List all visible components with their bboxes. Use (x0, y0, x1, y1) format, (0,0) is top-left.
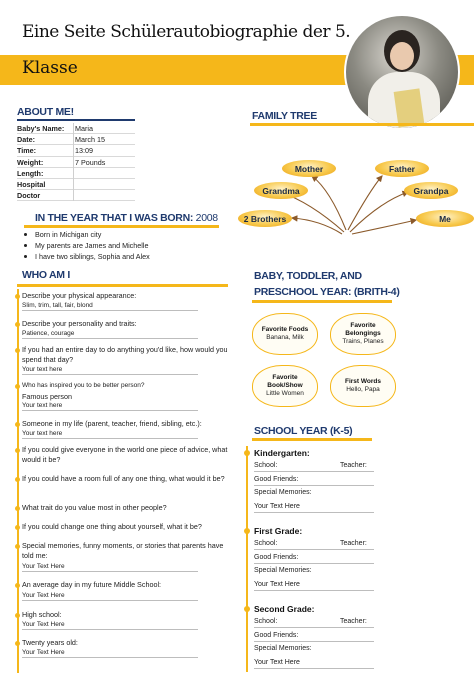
grade-school-label: School: (254, 618, 278, 625)
family-heading: FAMILY TREE (252, 110, 317, 122)
timeline-dot-icon (244, 450, 250, 456)
timeline-dot-icon (15, 525, 20, 530)
timeline-dot-icon (15, 384, 20, 389)
cloud-value: Banana, Milk (266, 334, 304, 342)
question-item (22, 522, 228, 532)
grade-teacher-label: Teacher: (340, 618, 367, 625)
question-text: If you could give everyone in the world one piece of advice, what would it be? (22, 445, 228, 464)
question-text: What trait do you value most in other people? (22, 503, 167, 512)
cloud-title: Favorite Book/Show (267, 374, 303, 389)
about-underline (17, 119, 135, 121)
toddler-heading-2: PRESCHOOL YEAR: (BRITH-4) (254, 286, 400, 298)
grade-friends-label: Good Friends: (254, 632, 299, 639)
family-underline (250, 123, 474, 126)
cloud-favorite-belongings (330, 313, 396, 355)
profile-photo (344, 14, 460, 130)
cloud-title: Favorite Foods (261, 325, 309, 333)
about-row (17, 190, 135, 201)
timeline-dot-icon (15, 641, 20, 646)
timeline-dot-icon (15, 613, 20, 618)
born-item-text: My parents are James and Michelle (35, 241, 149, 250)
grade-text: Your Text Here (254, 581, 300, 588)
divider (254, 471, 374, 472)
about-row (17, 179, 135, 190)
about-label: Hospital (17, 180, 46, 190)
timeline-dot-icon (15, 348, 20, 353)
about-row (17, 157, 135, 168)
tree-node-father: Father (375, 160, 429, 177)
cloud-value: Trains, Planes (342, 338, 384, 345)
who-underline (17, 284, 228, 287)
about-label: Doctor (17, 191, 41, 201)
cloud-favorite-foods (252, 313, 318, 355)
list-item (24, 251, 150, 262)
list-item (24, 240, 150, 251)
question-text: If you could change one thing about yourself, what it be? (22, 522, 202, 531)
question-text: Describe your physical appearance: (22, 291, 137, 300)
tree-branch (292, 218, 342, 234)
grade-school-label: School: (254, 540, 278, 547)
born-year: 2008 (195, 212, 218, 224)
divider (254, 627, 374, 628)
school-heading: SCHOOL YEAR (K-5) (254, 425, 353, 437)
timeline-dot-icon (15, 294, 20, 299)
tree-node-brothers: 2 Brothers (238, 210, 292, 227)
question-item (22, 381, 228, 411)
tree-branch (352, 220, 416, 234)
timeline-dot-icon (15, 506, 20, 511)
toddler-heading-1: BABY, TODDLER, AND (254, 270, 362, 282)
born-heading (35, 212, 218, 224)
timeline-dot-icon (15, 422, 20, 427)
timeline-dot-icon (15, 477, 20, 482)
page-title-line2: Klasse (22, 58, 78, 78)
about-value: March 15 (75, 135, 105, 145)
about-label: Length: (17, 168, 44, 178)
about-value: Maria (75, 124, 93, 134)
about-label: Time: (17, 146, 37, 156)
grade-school-label: School: (254, 462, 278, 469)
tree-node-mother: Mother (282, 160, 336, 177)
grade-title: Kindergarten: (254, 448, 310, 458)
about-heading: ABOUT ME! (17, 106, 74, 118)
grade-memories-label: Special Memories: (254, 567, 312, 574)
tree-node-me: Me (416, 210, 474, 227)
question-text: If you could have a room full of any one thing, what would it be? (22, 474, 225, 483)
page-title: Eine Seite Schülerautobiographie der 5. (22, 22, 351, 42)
question-item (22, 319, 228, 339)
cloud-title: Favorite Belongings (345, 322, 381, 337)
divider (254, 563, 374, 564)
born-underline (24, 225, 219, 228)
question-text: Twenty years old: (22, 638, 78, 647)
grade-friends-label: Good Friends: (254, 476, 299, 483)
question-item (22, 503, 228, 513)
grade-text: Your Text Here (254, 659, 300, 666)
grade-title: Second Grade: (254, 604, 315, 614)
question-item (22, 610, 228, 630)
question-text: High school: (22, 610, 62, 619)
about-label: Weight: (17, 157, 44, 167)
timeline-dot-icon (15, 544, 20, 549)
tree-node-grandpa: Grandpa (404, 182, 458, 199)
timeline-dot-icon (15, 448, 20, 453)
born-item-text: I have two siblings, Sophia and Alex (35, 252, 150, 261)
question-item (22, 580, 228, 601)
timeline-dot-icon (244, 528, 250, 534)
answer-text: Your Text Here (22, 649, 198, 658)
cloud-first-words (330, 365, 396, 407)
question-text: If you had an entire day to do anything you'd like, how would you spend that day? (22, 345, 228, 364)
grade-memories-label: Special Memories: (254, 489, 312, 496)
divider (254, 641, 374, 642)
about-label: Baby's Name: (17, 124, 65, 134)
toddler-underline (252, 300, 392, 303)
divider (254, 668, 374, 669)
about-value: 13:09 (75, 146, 93, 156)
question-item (22, 445, 228, 465)
answer-text: Your Text Here (22, 592, 198, 601)
tree-branch (348, 176, 382, 230)
who-heading: WHO AM I (22, 269, 70, 281)
question-item (22, 345, 228, 375)
question-text: Special memories, funny moments, or stories that parents have told me: (22, 541, 224, 560)
born-list (24, 229, 150, 262)
divider (254, 590, 374, 591)
about-value: 7 Pounds (75, 157, 106, 167)
question-item (22, 638, 228, 658)
answer-text: Slim, trim, tall, fair, blond (22, 302, 198, 311)
bullet-icon (24, 255, 27, 258)
question-text: Someone in my life (parent, teacher, friend, sibling, etc.): (22, 419, 202, 428)
timeline-dot-icon (15, 322, 20, 327)
timeline-dot-icon (15, 583, 20, 588)
bullet-icon (24, 233, 27, 236)
about-row (17, 145, 135, 156)
answer-text-2: Your text here (22, 402, 198, 411)
about-row (17, 134, 135, 145)
question-text: Who has inspired you to be better person? (22, 382, 145, 389)
about-row (17, 168, 135, 179)
answer-text: Patience, courage (22, 330, 198, 339)
tree-branch (312, 176, 346, 230)
question-item (22, 541, 228, 572)
grade-teacher-label: Teacher: (340, 540, 367, 547)
answer-text: Famous person (22, 392, 72, 401)
cloud-value: Little Women (266, 390, 304, 397)
question-text: An average day in my future Middle School: (22, 580, 162, 589)
born-heading-label: IN THE YEAR THAT I WAS BORN: (35, 212, 194, 224)
divider (254, 485, 374, 486)
grade-teacher-label: Teacher: (340, 462, 367, 469)
answer-text: Your Text Here (22, 621, 198, 630)
grade-text: Your Text Here (254, 503, 300, 510)
school-timeline (246, 446, 248, 672)
question-item (22, 474, 228, 484)
cloud-title: First Words (345, 377, 381, 385)
bullet-icon (24, 244, 27, 247)
grade-title: First Grade: (254, 526, 303, 536)
answer-text: Your text here (22, 366, 198, 375)
answer-text: Your text here (22, 430, 198, 439)
list-item (24, 229, 150, 240)
question-item (22, 419, 228, 439)
divider (254, 549, 374, 550)
divider (254, 512, 374, 513)
answer-text: Your Text Here (22, 563, 198, 572)
about-row (17, 123, 135, 134)
cloud-favorite-book (252, 365, 318, 407)
grade-friends-label: Good Friends: (254, 554, 299, 561)
born-item-text: Born in Michigan city (35, 230, 102, 239)
timeline-dot-icon (244, 606, 250, 612)
about-label: Date: (17, 135, 35, 145)
grade-memories-label: Special Memories: (254, 645, 312, 652)
question-item (22, 291, 228, 311)
about-table (17, 123, 135, 201)
cloud-value: Hello, Papa (346, 386, 380, 394)
school-underline (252, 438, 372, 441)
tree-node-grandma: Grandma (254, 182, 308, 199)
question-text: Describe your personality and traits: (22, 319, 137, 328)
